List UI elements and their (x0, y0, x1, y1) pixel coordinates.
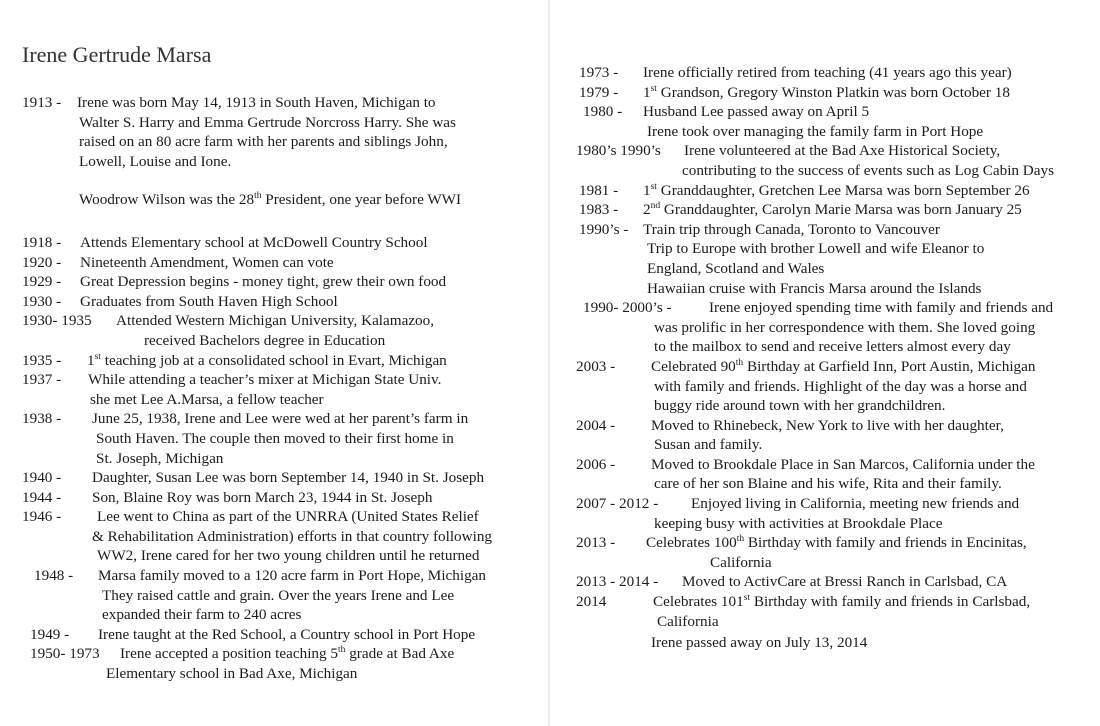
entry-year: 1979 - (579, 83, 619, 101)
entry-year: 1949 - (30, 625, 70, 643)
entry-text: Irene was born May 14, 1913 in South Haven, Michigan to (77, 94, 436, 111)
entry-1980 (576, 102, 1091, 141)
entry-1930 (22, 292, 542, 312)
entry-text: Moved to ActivCare at Bressi Ranch in Carlsbad, CA (682, 573, 1008, 591)
entry-text: Attended Western Michigan University, Kalamazoo, (116, 312, 435, 330)
entry-year: 2013 - 2014 - (576, 573, 659, 591)
entry-text: with family and friends. Highlight of the day was a horse and (654, 377, 1027, 395)
entry-text: Lee went to China as part of the UNRRA (United States Relief (97, 508, 479, 526)
entry-text: Attends Elementary school at McDowell Country School (80, 233, 428, 251)
entry-1946 (22, 507, 542, 566)
entry-year: 1944 - (22, 488, 62, 506)
entry-1944 (22, 488, 542, 508)
entry-text: she met Lee A.Marsa, a fellow teacher (90, 390, 324, 408)
entry-year: 1913 - (22, 94, 62, 111)
wilson-note: Woodrow Wilson was the 28th President, one year before WWI (79, 191, 462, 209)
entry-year: 2014 (576, 593, 607, 611)
entry-year: 1990- 2000’s - (583, 299, 672, 317)
entry-year: 1990’s - (579, 220, 629, 238)
entry-2006 (576, 455, 1091, 494)
entry-year: 1938 - (22, 410, 62, 428)
timeline-right (576, 63, 1091, 653)
entry-text: California (657, 612, 719, 630)
entry-year: 1973 - (579, 64, 619, 81)
entry-year: 1983 - (579, 201, 619, 219)
entry-year: 1930 - (22, 292, 62, 310)
entry-text: Irene officially retired from teaching (41 years ago this year) (643, 64, 1012, 81)
entry-2013: 2013 - Celebrates 100th Birthday with family and friends in Encinitas, California (576, 533, 1091, 572)
entry-1979: 1979 - 1st Grandson, Gregory Winston Platkin was born October 18 (579, 83, 1010, 101)
entry-text: Irene enjoyed spending time with family and friends and (709, 299, 1054, 317)
entry-text: Great Depression begins - money tight, grew their own food (80, 273, 447, 291)
entry-text: & Rehabilitation Administration) efforts in that country following (92, 527, 493, 545)
entry-1930-1935 (22, 311, 542, 350)
entry-year: 1981 - (579, 181, 619, 199)
entry-text: Graduates from South Haven High School (80, 292, 338, 310)
entry-text: California (710, 553, 772, 571)
entry-year: 1950- 1973 (30, 645, 100, 663)
entry-text: June 25, 1938, Irene and Lee were wed at her parent’s farm in (92, 410, 469, 428)
entry-text: Moved to Rhinebeck, New York to live with her daughter, (651, 416, 1004, 434)
timeline-left (22, 93, 542, 684)
entry-text: keeping busy with activities at Brookdale Place (654, 514, 943, 532)
entry-text: Enjoyed living in California, meeting new friends and (691, 495, 1020, 513)
entry-1983: 1983 - 2nd Granddaughter, Carolyn Marie Marsa was born January 25 (579, 201, 1022, 219)
entry-year: 1929 - (22, 273, 62, 291)
entry-text: While attending a teacher’s mixer at Michigan State Univ. (88, 371, 442, 389)
entry-text: South Haven. The couple then moved to their first home in (96, 429, 454, 447)
entry-text: Irene volunteered at the Bad Axe Historical Society, (684, 142, 1001, 160)
entry-year: 1980’s 1990’s (576, 142, 661, 160)
entry-text: Irene passed away on July 13, 2014 (651, 634, 868, 652)
entry-text: Nineteenth Amendment, Women can vote (80, 253, 334, 271)
entry-text: contributing to the success of events such as Log Cabin Days (682, 161, 1055, 179)
entry-1990-2000s (576, 298, 1091, 357)
entry-year: 1980 - (583, 103, 623, 121)
entry-2013-2014 (576, 572, 1091, 592)
entry-text: Lowell, Louise and Ione. (79, 152, 232, 170)
entry-1973 (576, 63, 1091, 83)
entry-year: 1935 - (22, 351, 62, 369)
entry-text: Train trip through Canada, Toronto to Vancouver (643, 220, 940, 238)
entry-year: 2003 - (576, 357, 616, 375)
entry-year: 1918 - (22, 233, 62, 251)
entry-text: Hawaiian cruise with Francis Marsa around the Islands (647, 279, 982, 297)
page-title: Irene Gertrude Marsa (22, 42, 212, 67)
entry-text: expanded their farm to 240 acres (102, 606, 302, 624)
entry-text: St. Joseph, Michigan (96, 449, 224, 467)
entry-year: 1930- 1935 (22, 312, 92, 330)
entry-1981: 1981 - 1st Granddaughter, Gretchen Lee Marsa was born September 26 (579, 181, 1030, 199)
entry-text: They raised cattle and grain. Over the years Irene and Lee (102, 586, 455, 604)
entry-2003: 2003 - Celebrated 90th Birthday at Garfield Inn, Port Austin, Michigan with family and friends. Highlight of the day was a horse and buggy ride around town with her grandchildren. (576, 357, 1091, 416)
entry-1937 (22, 370, 542, 409)
entry-text: Trip to Europe with brother Lowell and wife Eleanor to (647, 240, 985, 258)
entry-text: Walter S. Harry and Emma Gertrude Norcross Harry. She was (79, 113, 456, 131)
entry-1940 (22, 468, 542, 488)
entry-year: 2013 - (576, 534, 616, 552)
entry-text: Elementary school in Bad Axe, Michigan (106, 665, 358, 683)
entry-text: received Bachelors degree in Education (144, 331, 386, 349)
entry-2007-2012 (576, 494, 1091, 533)
entry-text: raised on an 80 acre farm with her parents and siblings John, (79, 133, 448, 151)
entry-1935: 1935 - 1st teaching job at a consolidated school in Evart, Michigan (22, 351, 447, 369)
entry-1990s (576, 220, 1091, 298)
entry-text: Irene took over managing the family farm in Port Hope (647, 122, 984, 140)
entry-2014: 2014 Celebrates 101st Birthday with family and friends in Carlsbad, California Irene passed away on July 13, 2014 (576, 592, 1091, 653)
entry-text: care of her son Blaine and his wife, Rita and their family. (654, 475, 1002, 493)
entry-year: 2007 - 2012 - (576, 495, 659, 513)
entry-year: 2004 - (576, 416, 616, 434)
entry-text: Son, Blaine Roy was born March 23, 1944 in St. Joseph (92, 488, 433, 506)
entry-text: Moved to Brookdale Place in San Marcos, California under the (651, 455, 1035, 473)
entry-year: 1920 - (22, 253, 62, 271)
entry-year: 1937 - (22, 371, 62, 389)
entry-text: was prolific in her correspondence with them. She loved going (654, 318, 1036, 336)
entry-1980s-1990s (576, 141, 1091, 180)
entry-1938 (22, 409, 542, 468)
entry-1950-1973: 1950- 1973 Irene accepted a position teaching 5th grade at Bad Axe Elementary school in Bad Axe, Michigan (22, 644, 542, 683)
entry-text: Daughter, Susan Lee was born September 14, 1940 in St. Joseph (92, 469, 485, 487)
entry-text: buggy ride around town with her grandchildren. (654, 397, 946, 415)
entry-text: to the mailbox to send and receive letters almost every day (654, 338, 1011, 356)
entry-2004 (576, 416, 1091, 455)
entry-text: WW2, Irene cared for her two young children until he returned (97, 547, 480, 565)
entry-text: England, Scotland and Wales (647, 259, 825, 277)
entry-1949 (22, 625, 542, 645)
entry-year: 1940 - (22, 469, 62, 487)
entry-text: Marsa family moved to a 120 acre farm in Port Hope, Michigan (98, 567, 487, 585)
page-fold (548, 0, 550, 726)
entry-year: 1946 - (22, 508, 62, 526)
entry-1929 (22, 272, 542, 292)
entry-year: 1948 - (34, 567, 74, 585)
entry-1948 (22, 566, 542, 625)
entry-text: Susan and family. (654, 436, 763, 454)
entry-year: 2006 - (576, 455, 616, 473)
entry-1920 (22, 253, 542, 273)
entry-1913 (22, 93, 542, 171)
entry-1918 (22, 233, 542, 253)
entry-text: Irene taught at the Red School, a Country school in Port Hope (98, 625, 476, 643)
entry-text: Husband Lee passed away on April 5 (643, 103, 870, 121)
